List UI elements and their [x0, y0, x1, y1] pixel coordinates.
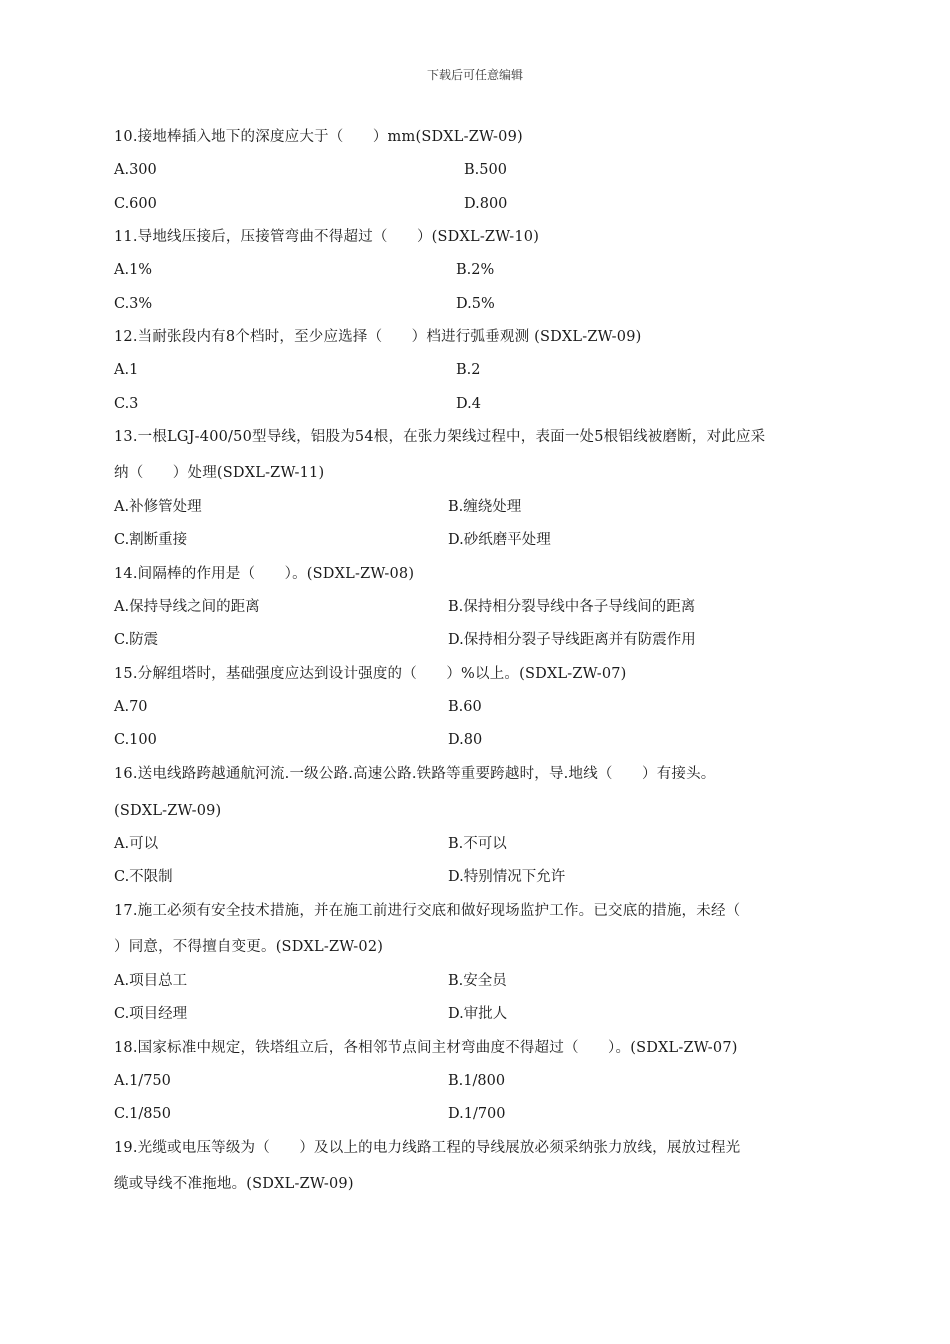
question-12-option-a: A.1: [114, 362, 139, 378]
question-12-option-d: D.4: [456, 396, 481, 412]
question-15-option-b: B.60: [448, 699, 482, 715]
question-18-text: 18.国家标准中规定，铁塔组立后，各相邻节点间主材弯曲度不得超过（ ）。(SDXL-ZW-07): [114, 1040, 738, 1056]
question-19-text-line1: 19.光缆或电压等级为（ ）及以上的电力线路工程的导线展放必须采纳张力放线，展放过程光: [114, 1140, 741, 1156]
question-13-text-line2: 纳（ ）处理(SDXL-ZW-11): [114, 465, 325, 481]
question-16-text-line1: 16.送电线路跨越通航河流.一级公路.高速公路.铁路等重要跨越时，导.地线（ ）有接头。: [114, 766, 716, 782]
question-17-option-a: A.项目总工: [114, 973, 188, 989]
question-11-option-c: C.3%: [114, 296, 153, 312]
question-15-option-a: A.70: [114, 699, 148, 715]
question-14-option-c: C.防震: [114, 632, 159, 648]
question-10-option-b: B.500: [464, 162, 507, 178]
question-13-option-a: A.补修管处理: [114, 499, 202, 515]
question-17-option-d: D.审批人: [448, 1006, 508, 1022]
question-13-option-c: C.割断重接: [114, 532, 188, 548]
question-13-option-b: B.缠绕处理: [448, 499, 522, 515]
question-11-text: 11.导地线压接后，压接管弯曲不得超过（ ）(SDXL-ZW-10): [114, 229, 540, 245]
question-17-text-line2: ）同意，不得擅自变更。(SDXL-ZW-02): [114, 939, 384, 955]
question-16-option-a: A.可以: [114, 836, 159, 852]
question-17-option-b: B.安全员: [448, 973, 507, 989]
question-16-option-d: D.特别情况下允许: [448, 869, 566, 885]
question-18-option-c: C.1/850: [114, 1106, 171, 1122]
question-18-option-b: B.1/800: [448, 1073, 506, 1089]
question-11-option-d: D.5%: [456, 296, 495, 312]
question-14-option-a: A.保持导线之间的距离: [114, 599, 260, 615]
question-11-option-a: A.1%: [114, 262, 153, 278]
question-18-option-a: A.1/750: [114, 1073, 171, 1089]
question-11-option-b: B.2%: [456, 262, 495, 278]
question-12-text: 12.当耐张段内有8个档时，至少应选择（ ）档进行弧垂观测 (SDXL-ZW-09): [114, 329, 642, 345]
question-17-text-line1: 17.施工必须有安全技术措施，并在施工前进行交底和做好现场监护工作。已交底的措施，未经（: [114, 903, 741, 919]
question-13-option-d: D.砂纸磨平处理: [448, 532, 551, 548]
question-10-option-d: D.800: [464, 196, 508, 212]
question-15-text: 15.分解组塔时，基础强度应达到设计强度的（ ）%以上。(SDXL-ZW-07): [114, 666, 627, 682]
question-15-option-d: D.80: [448, 732, 483, 748]
question-14-option-b: B.保持相分裂导线中各子导线间的距离: [448, 599, 696, 615]
question-15-option-c: C.100: [114, 732, 157, 748]
question-10-text: 10.接地棒插入地下的深度应大于（ ）mm(SDXL-ZW-09): [114, 129, 523, 145]
question-17-option-c: C.项目经理: [114, 1006, 188, 1022]
question-18-option-d: D.1/700: [448, 1106, 506, 1122]
page-header: 下载后可任意编辑: [426, 68, 523, 82]
question-14-option-d: D.保持相分裂子导线距离并有防震作用: [448, 632, 696, 648]
question-16-option-c: C.不限制: [114, 869, 173, 885]
question-16-option-b: B.不可以: [448, 836, 507, 852]
question-12-option-c: C.3: [114, 396, 139, 412]
question-13-text-line1: 13.一根LGJ-400/50型导线，铝股为54根，在张力架线过程中，表面一处5根铝线被磨断，对此应采: [114, 429, 766, 445]
question-16-text-line2: (SDXL-ZW-09): [114, 803, 222, 819]
question-12-option-b: B.2: [456, 362, 481, 378]
question-10-option-c: C.600: [114, 196, 157, 212]
question-19-text-line2: 缆或导线不准拖地。(SDXL-ZW-09): [114, 1176, 354, 1192]
question-10-option-a: A.300: [114, 162, 157, 178]
question-14-text: 14.间隔棒的作用是（ ）。(SDXL-ZW-08): [114, 566, 415, 582]
